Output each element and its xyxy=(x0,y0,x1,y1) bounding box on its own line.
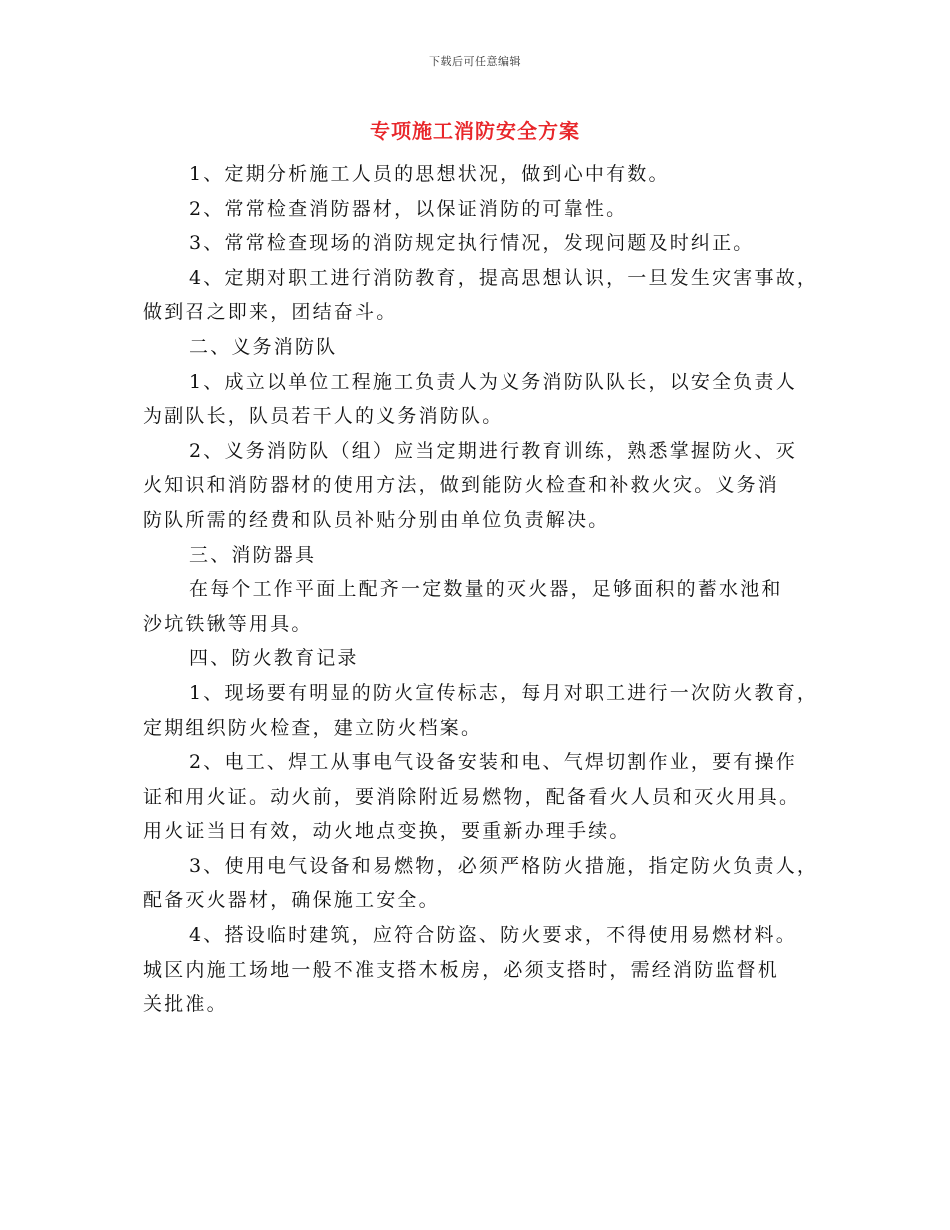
text-line: 4、搭设临时建筑，应符合防盗、防火要求，不得使用易燃材料。 xyxy=(189,924,797,947)
text-line: 三、消防器具 xyxy=(189,543,317,566)
text-line: 二、义务消防队 xyxy=(189,335,338,358)
text-line: 火知识和消防器材的使用方法，做到能防火检查和补救火灾。义务消 xyxy=(143,474,780,497)
text-line: 为副队长，队员若干人的义务消防队。 xyxy=(143,405,504,428)
text-line: 城区内施工场地一般不准支搭木板房，必须支搭时，需经消防监督机 xyxy=(143,958,780,981)
text-line: 1、成立以单位工程施工负责人为义务消防队队长，以安全负责人 xyxy=(189,370,797,393)
text-line: 3、常常检查现场的消防规定执行情况，发现问题及时纠正。 xyxy=(189,232,755,255)
document-body xyxy=(143,157,823,1022)
document-title: 专项施工消防安全方案 xyxy=(370,119,580,143)
text-line: 沙坑铁锹等用具。 xyxy=(143,612,313,635)
text-line: 证和用火证。动火前，要消除附近易燃物，配备看火人员和灭火用具。 xyxy=(143,785,801,808)
header-note: 下载后可任意编辑 xyxy=(429,55,521,68)
text-line: 4、定期对职工进行消防教育，提高思想认识，一旦发生灾害事故， xyxy=(189,266,819,289)
text-line: 做到召之即来，团结奋斗。 xyxy=(143,301,398,324)
text-line: 防队所需的经费和队员补贴分别由单位负责解决。 xyxy=(143,508,610,531)
text-line: 四、防火教育记录 xyxy=(189,647,359,670)
text-line: 1、定期分析施工人员的思想状况，做到心中有数。 xyxy=(189,163,670,185)
text-line: 关批准。 xyxy=(143,993,228,1016)
text-line: 2、电工、焊工从事电气设备安装和电、气焊切割作业，要有操作 xyxy=(189,751,797,774)
text-line: 用火证当日有效，动火地点变换，要重新办理手续。 xyxy=(143,820,631,843)
text-line: 定期组织防火检查，建立防火档案。 xyxy=(143,716,483,739)
text-line: 1、现场要有明显的防火宣传标志，每月对职工进行一次防火教育， xyxy=(189,681,819,704)
text-line: 2、常常检查消防器材，以保证消防的可靠性。 xyxy=(189,197,628,220)
text-line: 在每个工作平面上配齐一定数量的灭火器，足够面积的蓄水池和 xyxy=(189,578,783,601)
text-line: 2、义务消防队（组）应当定期进行教育训练，熟悉掌握防火、灭 xyxy=(189,439,797,462)
text-line: 配备灭火器材，确保施工安全。 xyxy=(143,889,440,912)
text-line: 3、使用电气设备和易燃物，必须严格防火措施，指定防火负责人， xyxy=(189,854,819,877)
